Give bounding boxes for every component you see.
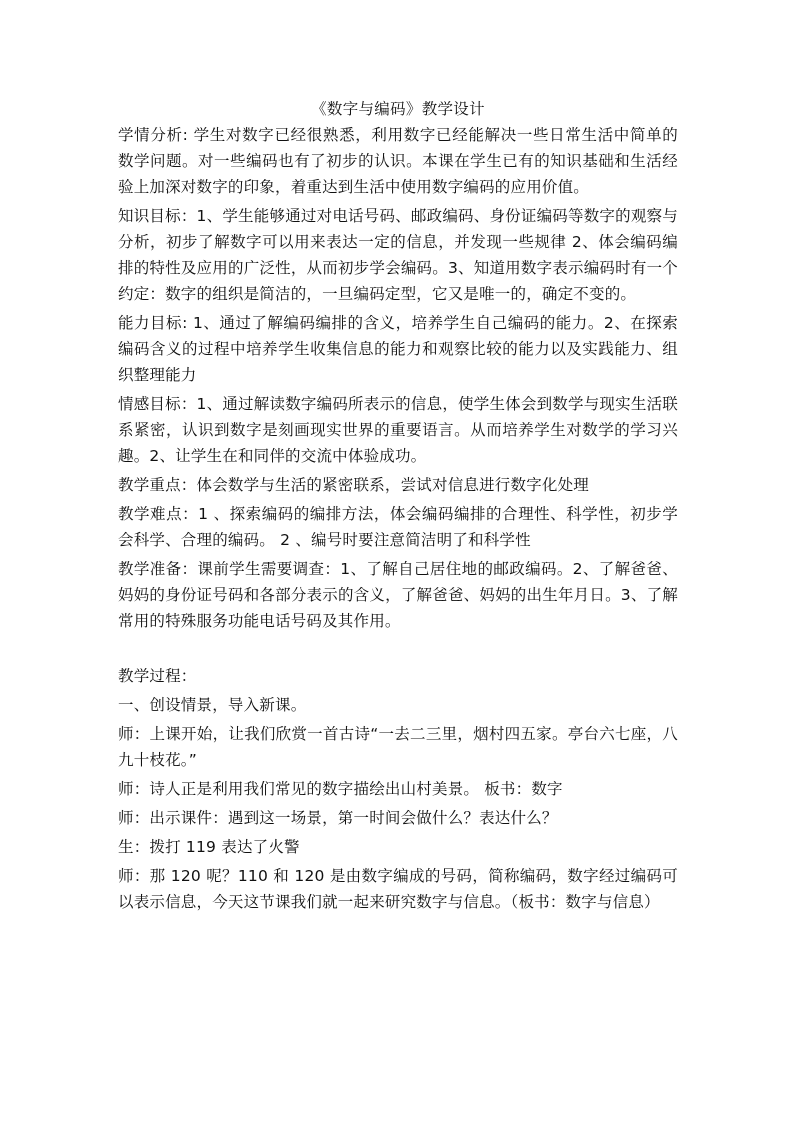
paragraph-key-points: 教学重点：体会数学与生活的紧密联系，尝试对信息进行数字化处理 <box>118 476 590 494</box>
paragraph-knowledge-goals: 知识目标：1、学生能够通过对电话号码、邮政编码、身份证编码等数字的观察与分析，初步了解数字可以用来表达一定的信息，并发现一些规律 2、体会编码编排的特性及应用的广泛性，从而初步学会编码。3、知道用数字表示编码时有一个约定：数字的组织是简洁的，一旦编码定型，它又是唯一的，确定不变的。 <box>118 207 678 303</box>
paragraph-teacher-120: 师：那 120 呢？110 和 120 是由数字编成的号码，简称编码，数字经过编码可以表示信息，今天这节课我们就一起来研究数字与信息。（板书：数字与信息） <box>118 867 678 911</box>
paragraph-process-heading: 教学过程： <box>118 667 197 685</box>
paragraph-teacher-scene: 师：诗人正是利用我们常见的数字描绘出山村美景。 板书：数字 <box>118 780 563 798</box>
document-page <box>118 98 678 918</box>
paragraph-preparation: 教学准备：课前学生需要调查：1、了解自己居住地的邮政编码。2、了解爸爸、妈妈的身份证号码和各部分表示的含义，了解爸爸、妈妈的出生年月日。3、了解常用的特殊服务功能电话号码及其作用。 <box>118 560 678 630</box>
paragraph-teacher-poem: 师：上课开始，让我们欣赏一首古诗“一去二三里，烟村四五家。亭台六七座，八九十枝花。” <box>118 725 678 769</box>
paragraph-teacher-courseware: 师：出示课件：遇到这一场景，第一时间会做什么？表达什么？ <box>118 809 558 827</box>
paragraph-difficult-points: 教学难点：1 、探索编码的编排方法，体会编码编排的合理性、科学性，初步学会科学、合理的编码。 2 、编号时要注意简洁明了和科学性 <box>118 505 678 549</box>
paragraph-learning-analysis: 学情分析: 学生对数字已经很熟悉，利用数字已经能解决一些日常生活中简单的数学问题。对一些编码也有了初步的认识。本课在学生已有的知识基础和生活经验上加深对数字的印象，着重达到生活中使用数字编码的应用价值。 <box>118 126 678 196</box>
blank-line <box>118 637 678 663</box>
document-title: 《数字与编码》教学设计 <box>311 100 485 118</box>
paragraph-student-119: 生：拨打 119 表达了火警 <box>118 838 300 856</box>
paragraph-emotional-goals: 情感目标：1、通过解读数字编码所表示的信息，使学生体会到数学与现实生活联系紧密，认识到数字是刻画现实世界的重要语言。从而培养学生对数学的学习兴趣。2、让学生在和同伴的交流中体验成功。 <box>118 395 678 465</box>
paragraph-section-one: 一、创设情景，导入新课。 <box>118 696 307 714</box>
paragraph-ability-goals: 能力目标: 1、通过了解编码编排的含义，培养学生自己编码的能力。2、在探索编码含义的过程中培养学生收集信息的能力和观察比较的能力以及实践能力、组织整理能力 <box>118 314 678 384</box>
